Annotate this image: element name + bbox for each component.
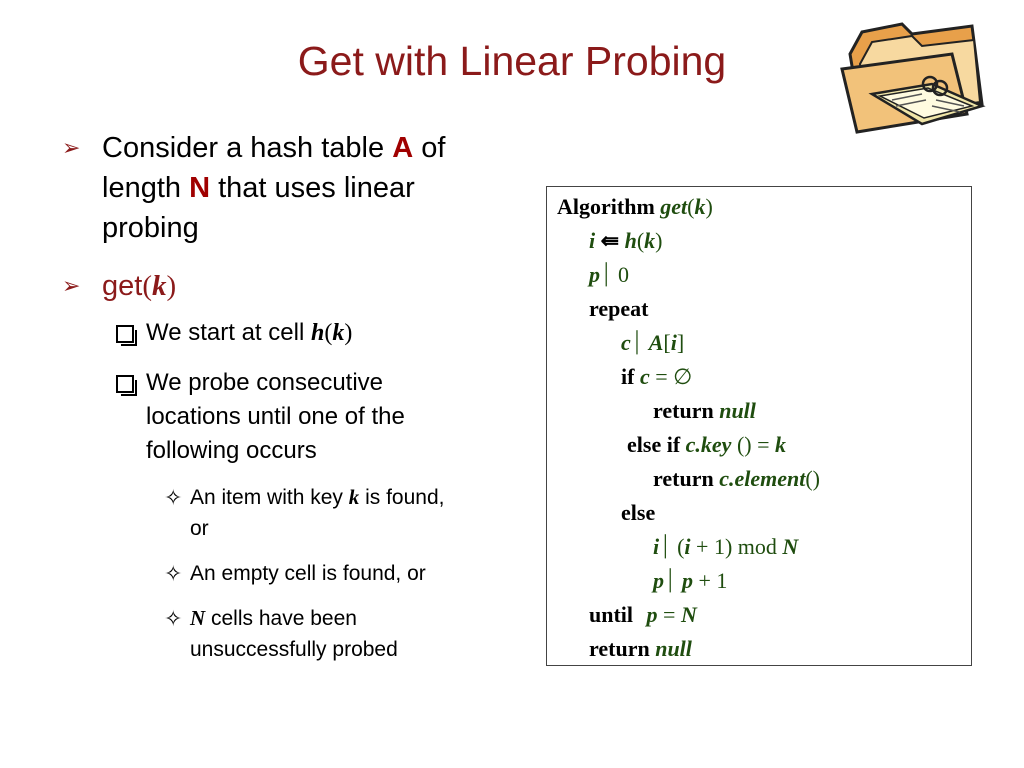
key-var: k (348, 485, 360, 509)
keyword: if (621, 364, 640, 389)
subbullet-text: We probe consecutive (146, 369, 384, 396)
keyword: return (589, 636, 656, 661)
keyword: else (621, 500, 656, 525)
slide-title: Get with Linear Probing (297, 38, 727, 84)
value: null (719, 398, 756, 423)
hash-fn: h (310, 320, 325, 346)
paren: ) (655, 228, 663, 253)
algo-line-hash (589, 226, 662, 256)
subsubbullet-text: An item with key (190, 486, 349, 509)
paren: ) (166, 270, 177, 302)
algo-line-i-increment (653, 532, 798, 562)
paren: ( (636, 228, 645, 253)
var: p (681, 568, 693, 593)
subbullet-text: following occurs (146, 437, 317, 464)
expression: () = (731, 432, 776, 457)
paren: ) (344, 320, 353, 346)
var: h (624, 228, 637, 253)
bullet-hash-table (60, 128, 530, 248)
assign-symbol: ⏐ (600, 262, 618, 287)
keyword: return (653, 466, 720, 491)
keyword: until (589, 602, 639, 627)
key-var: k (152, 270, 167, 302)
paren: ( (677, 534, 685, 559)
expression: + 1) mod (690, 534, 783, 559)
var: i (653, 534, 660, 559)
algo-line-if-empty (621, 362, 692, 392)
star-bullet-icon: ✧ (164, 606, 183, 631)
algo-line-p-init (589, 260, 629, 290)
algo-line-final-return (589, 634, 692, 664)
subbullet-text: We start at cell (146, 319, 311, 346)
expression: = ∅ (649, 364, 693, 389)
paren: ( (687, 194, 695, 219)
subbullet-start (60, 316, 530, 350)
value: null (655, 636, 692, 661)
algo-line-else-if (627, 430, 786, 460)
keyword: Algorithm (557, 194, 661, 219)
expression: + 1 (692, 568, 728, 593)
bullet-get (60, 266, 530, 306)
algo-line-until (589, 600, 697, 630)
paren: () (805, 466, 820, 491)
var: i (589, 228, 601, 253)
subsubbullet-empty (60, 558, 530, 589)
var: p (646, 602, 658, 627)
bracket: [ (663, 330, 671, 355)
var: c.key (685, 432, 732, 457)
bracket: ] (676, 330, 685, 355)
algo-line-else (621, 498, 655, 528)
subsubbullet-n-cells (60, 603, 530, 665)
expression: = (657, 602, 681, 627)
length-name: N (189, 172, 211, 204)
var: c (639, 364, 650, 389)
subsubbullet-key-found (60, 482, 530, 544)
var: c (621, 330, 631, 355)
subsubbullet-text: unsuccessfully probed (190, 638, 398, 661)
checkbox-bullet-icon (116, 375, 134, 393)
var: A (648, 330, 664, 355)
length-var: N (190, 606, 206, 630)
var: k (694, 194, 706, 219)
var: k (644, 228, 656, 253)
algo-line-return-element (653, 464, 820, 494)
assign-symbol: ⏐ (659, 534, 678, 559)
bullet-text: that uses linear (210, 172, 415, 204)
assign-symbol: ⏐ (664, 568, 682, 593)
keyword: else if (627, 432, 686, 457)
array-name: A (392, 132, 414, 164)
subbullet-text: locations until one of the (146, 403, 405, 430)
key-var: k (332, 320, 345, 346)
var: p (589, 262, 600, 287)
value: 0 (617, 262, 629, 287)
algo-line-header (557, 192, 713, 222)
var: c.element (719, 466, 806, 491)
keyword: repeat (589, 296, 649, 321)
paren: ( (142, 270, 152, 302)
star-bullet-icon: ✧ (164, 485, 183, 510)
bullet-text: length (102, 172, 190, 204)
subsubbullet-text: cells have been (205, 607, 357, 630)
assign-symbol: ⏐ (630, 330, 649, 355)
var: N (680, 602, 697, 627)
subsubbullet-text: or (190, 517, 209, 540)
algo-line-p-increment (653, 566, 727, 596)
var: k (775, 432, 787, 457)
algo-line-return-null (653, 396, 756, 426)
folder-book-clipart-icon (832, 14, 992, 144)
algo-line-repeat (589, 294, 648, 324)
algorithm-box (546, 186, 972, 666)
bullet-list (60, 128, 530, 665)
arrow-bullet-icon: ➢ (62, 273, 81, 298)
assign-arrow: ⇚ (600, 228, 625, 253)
keyword: return (653, 398, 720, 423)
subsubbullet-text: An empty cell is found, or (190, 562, 426, 585)
var: p (653, 568, 664, 593)
bullet-text: Consider a hash table (102, 132, 393, 164)
bullet-text: of (413, 132, 446, 164)
method-name: get (102, 270, 143, 302)
var: i (684, 534, 691, 559)
bullet-text: probing (102, 212, 199, 244)
var: N (782, 534, 799, 559)
paren: ( (324, 320, 333, 346)
subbullet-probe (60, 366, 530, 468)
star-bullet-icon: ✧ (164, 561, 183, 586)
arrow-bullet-icon: ➢ (62, 135, 81, 160)
checkbox-bullet-icon (116, 325, 134, 343)
subsubbullet-text: is found, (359, 486, 445, 509)
function-name: get (660, 194, 688, 219)
algo-line-c-assign (621, 328, 684, 358)
var: i (670, 330, 677, 355)
paren: ) (705, 194, 713, 219)
